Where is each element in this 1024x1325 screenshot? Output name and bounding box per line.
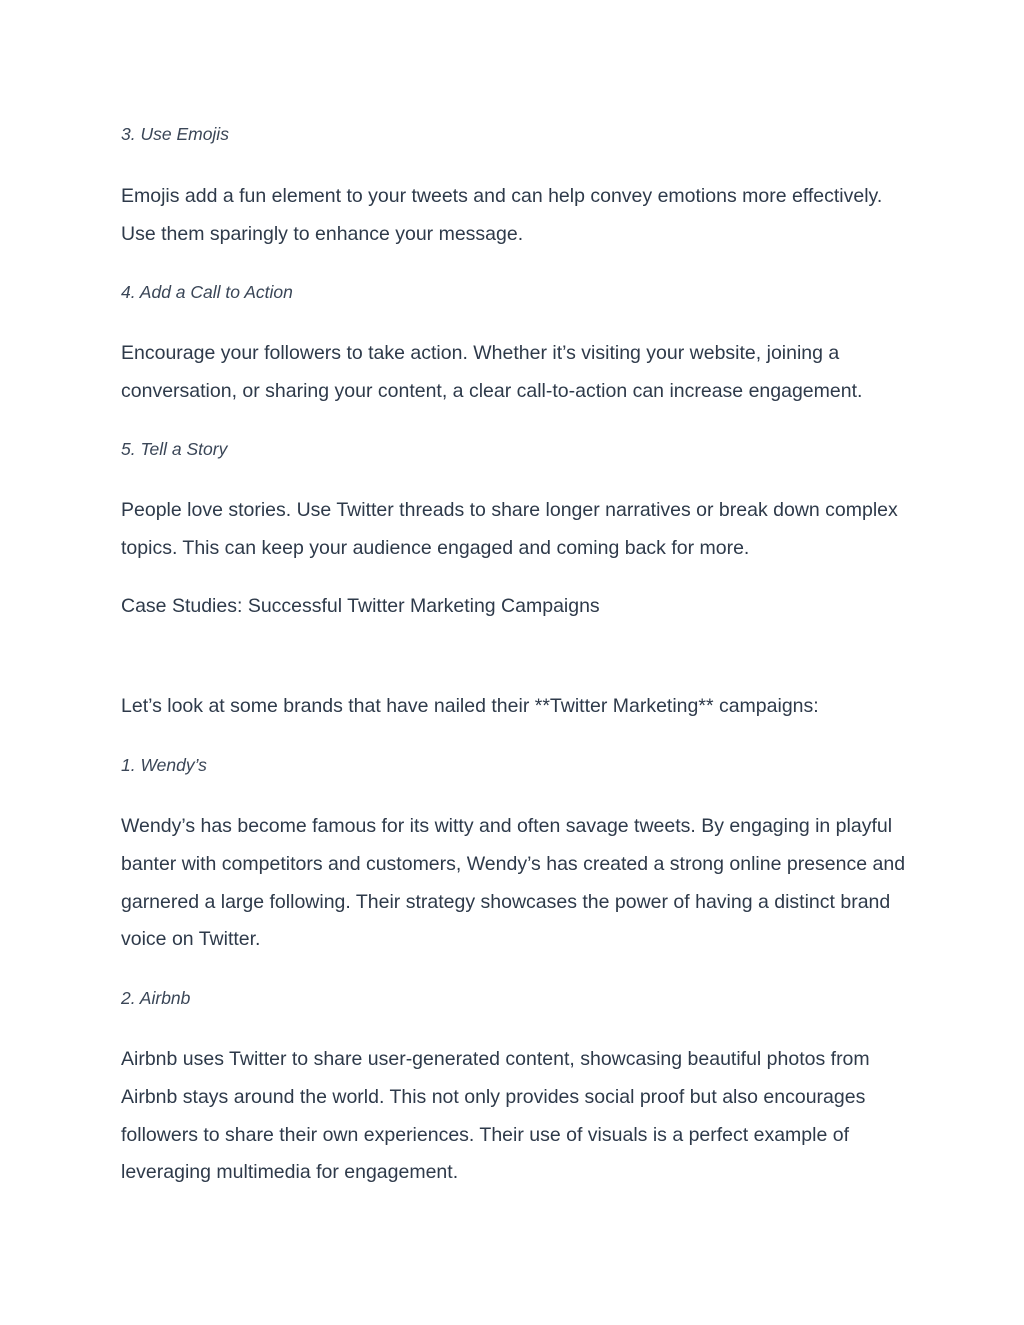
case-subheading-wendys: 1. Wendy’s xyxy=(121,755,207,775)
section-subheading-call-to-action: 4. Add a Call to Action xyxy=(121,282,293,302)
paragraph-tell-a-story: People love stories. Use Twitter threads to share longer narratives or break down complex topics. This can keep your audience engaged and coming back for more. xyxy=(121,499,898,559)
case-subheading-airbnb: 2. Airbnb xyxy=(121,988,191,1008)
section-subheading-tell-a-story: 5. Tell a Story xyxy=(121,439,228,459)
heading-case-studies: Case Studies: Successful Twitter Marketing Campaigns xyxy=(121,595,600,617)
paragraph-case-studies-intro: Let’s look at some brands that have nailed their **Twitter Marketing** campaigns: xyxy=(121,695,819,717)
paragraph-wendys: Wendy’s has become famous for its witty and often savage tweets. By engaging in playful banter with competitors and customers, Wendy’s has created a strong online presence and garnered a large following. Their strategy showcases the power of having a distinct brand voice on Twitter. xyxy=(121,815,906,951)
paragraph-call-to-action: Encourage your followers to take action. Whether it’s visiting your website, joining a conversation, or sharing your content, a clear call-to-action can increase engagement. xyxy=(121,342,863,402)
paragraph-emojis: Emojis add a fun element to your tweets and can help convey emotions more effectively. Use them sparingly to enhance your message. xyxy=(121,185,883,245)
paragraph-airbnb: Airbnb uses Twitter to share user-generated content, showcasing beautiful photos from Airbnb stays around the world. This not only provides social proof but also encourages followers to share their own experiences. Their use of visuals is a perfect example of leveraging multimedia for engagement. xyxy=(121,1048,870,1184)
section-subheading-use-emojis: 3. Use Emojis xyxy=(121,124,229,144)
